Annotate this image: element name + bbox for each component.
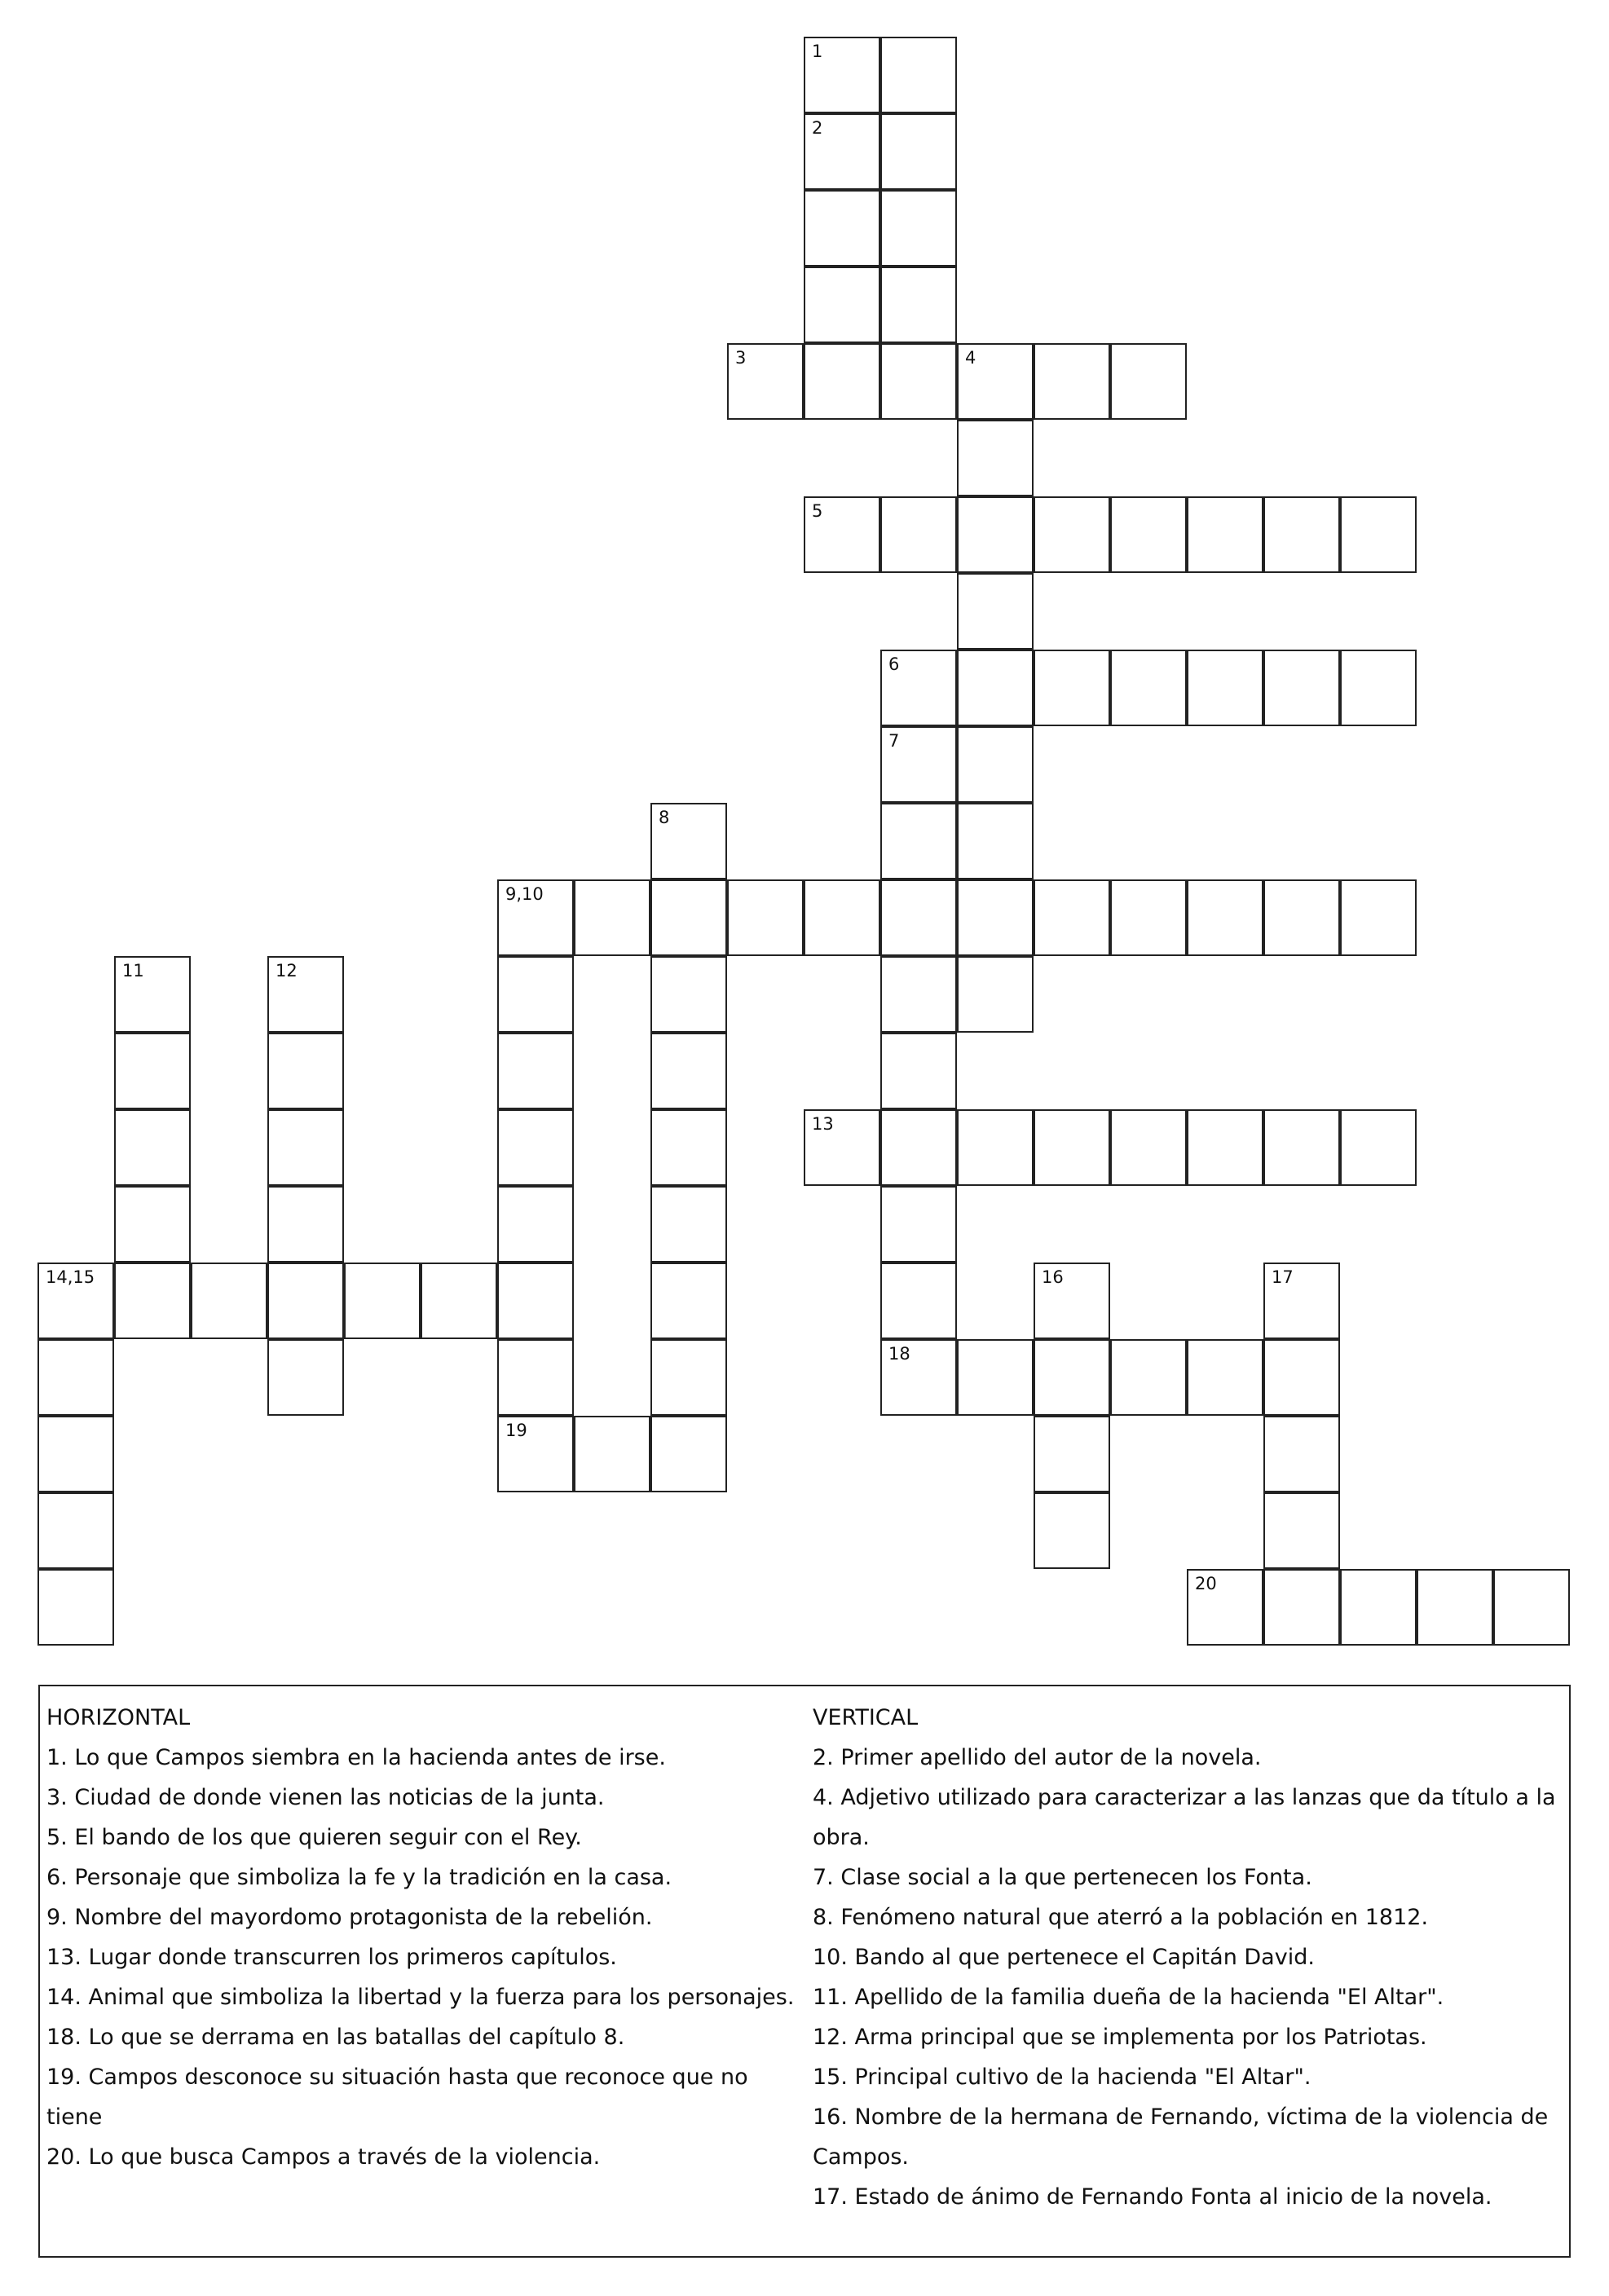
crossword-cell[interactable] [880,496,957,573]
crossword-cell[interactable] [1034,650,1110,726]
crossword-cell[interactable] [1034,1492,1110,1569]
crossword-cell[interactable] [574,1416,650,1492]
clue-v12: 12. Arma principal que se implementa por los Patriotas. [813,2025,1427,2050]
crossword-cell[interactable] [497,1109,574,1186]
crossword-cell[interactable] [267,1263,344,1339]
crossword-cell[interactable] [1263,879,1340,956]
clue-number: 20 [1195,1574,1217,1593]
crossword-cell[interactable] [1110,343,1187,420]
crossword-cell[interactable] [1493,1569,1570,1646]
crossword-cell[interactable] [267,1186,344,1263]
crossword-cell[interactable] [804,37,880,113]
crossword-cell[interactable] [1034,1263,1110,1339]
crossword-cell[interactable] [1187,1109,1263,1186]
crossword-cell[interactable] [957,1109,1034,1186]
crossword-cell[interactable] [957,573,1034,650]
crossword-cell[interactable] [880,343,957,420]
clue-v8: 8. Fenómeno natural que aterró a la población en 1812. [813,1905,1429,1930]
crossword-cell[interactable] [1263,1416,1340,1492]
clue-number: 16 [1042,1267,1064,1287]
clue-h3: 3. Ciudad de donde vienen las noticias de la junta. [46,1785,605,1810]
crossword-cell[interactable] [497,1339,574,1416]
crossword-cell[interactable] [1110,496,1187,573]
clue-number: 13 [812,1114,834,1134]
crossword-cell[interactable] [1263,1492,1340,1569]
crossword-cell[interactable] [1187,496,1263,573]
crossword-cell[interactable] [1263,496,1340,573]
crossword-cell[interactable] [1034,1339,1110,1416]
crossword-cell[interactable] [1110,1109,1187,1186]
clue-number: 19 [505,1421,527,1440]
crossword-cell[interactable] [37,1492,114,1569]
crossword-cell[interactable] [880,113,957,190]
crossword-cell[interactable] [650,1186,727,1263]
horizontal-clues [46,1698,796,2177]
crossword-cell[interactable] [1034,879,1110,956]
crossword-cell[interactable] [650,1416,727,1492]
clue-v16: 16. Nombre de la hermana de Fernando, víctima de la violencia de Campos. [813,2104,1549,2170]
vertical-clues [813,1698,1563,2217]
crossword-cell[interactable] [650,1339,727,1416]
crossword-cell[interactable] [650,879,727,956]
crossword-cell[interactable] [37,1339,114,1416]
crossword-cell[interactable] [727,343,804,420]
crossword-cell[interactable] [804,190,880,267]
crossword-cell[interactable] [957,803,1034,879]
crossword-cell[interactable] [1340,1569,1417,1646]
clue-number: 18 [888,1344,910,1364]
crossword-cell[interactable] [1340,496,1417,573]
crossword-cell[interactable] [574,879,650,956]
crossword-cell[interactable] [267,1033,344,1109]
crossword-cell[interactable] [497,956,574,1033]
clue-number: 1 [812,42,823,61]
crossword-cell[interactable] [650,1033,727,1109]
clue-number: 17 [1272,1267,1294,1287]
crossword-cell[interactable] [880,1186,957,1263]
crossword-cell[interactable] [114,1186,191,1263]
crossword-cell[interactable] [880,1263,957,1339]
crossword-cell[interactable] [344,1263,421,1339]
crossword-cell[interactable] [267,1339,344,1416]
crossword-cell[interactable] [1263,1263,1340,1339]
crossword-cell[interactable] [497,879,574,956]
crossword-cell[interactable] [497,1263,574,1339]
clue-h6: 6. Personaje que simboliza la fe y la tradición en la casa. [46,1865,672,1890]
clue-h1: 1. Lo que Campos siembra en la hacienda antes de irse. [46,1745,666,1770]
crossword-cell[interactable] [880,726,957,803]
crossword-cell[interactable] [114,1033,191,1109]
crossword-cell[interactable] [727,879,804,956]
crossword-cell[interactable] [1340,650,1417,726]
crossword-cell[interactable] [1034,1416,1110,1492]
crossword-cell[interactable] [1034,496,1110,573]
crossword-cell[interactable] [804,496,880,573]
crossword-cell[interactable] [37,1569,114,1646]
crossword-cell[interactable] [1340,879,1417,956]
crossword-cell[interactable] [1110,1339,1187,1416]
crossword-cell[interactable] [880,650,957,726]
crossword-cell[interactable] [880,879,957,956]
clue-h19: 19. Campos desconoce su situación hasta que reconoce que no tiene [46,2065,748,2130]
clue-h13: 13. Lugar donde transcurren los primeros capítulos. [46,1945,617,1970]
vertical-heading: VERTICAL [813,1705,919,1730]
crossword-cell[interactable] [114,1263,191,1339]
crossword-cell[interactable] [957,650,1034,726]
clue-number: 3 [735,348,747,368]
clue-h20: 20. Lo que busca Campos a través de la violencia. [46,2144,601,2170]
crossword-cell[interactable] [804,343,880,420]
crossword-cell[interactable] [421,1263,497,1339]
clue-number: 7 [888,731,900,751]
crossword-cell[interactable] [804,1109,880,1186]
crossword-cell[interactable] [880,956,957,1033]
clue-number: 4 [965,348,976,368]
clue-h14: 14. Animal que simboliza la libertad y la fuerza para los personajes. [46,1985,795,2010]
clues-box [38,1685,1571,2258]
crossword-cell[interactable] [1263,1109,1340,1186]
crossword-cell[interactable] [880,1109,957,1186]
crossword-cell[interactable] [497,1416,574,1492]
crossword-cell[interactable] [650,1263,727,1339]
crossword-cell[interactable] [1110,879,1187,956]
crossword-cell[interactable] [804,113,880,190]
crossword-cell[interactable] [1263,1339,1340,1416]
crossword-cell[interactable] [1187,650,1263,726]
crossword-cell[interactable] [1110,650,1187,726]
clue-v17: 17. Estado de ánimo de Fernando Fonta al inicio de la novela. [813,2184,1492,2210]
clue-number: 12 [276,961,298,981]
crossword-cell[interactable] [497,1186,574,1263]
crossword-cell[interactable] [114,1109,191,1186]
crossword-cell[interactable] [191,1263,267,1339]
crossword-cell[interactable] [880,37,957,113]
crossword-cell[interactable] [1034,343,1110,420]
crossword-cell[interactable] [267,956,344,1033]
clue-number: 14,15 [46,1267,95,1287]
crossword-cell[interactable] [957,420,1034,496]
crossword-cell[interactable] [957,726,1034,803]
clue-v10: 10. Bando al que pertenece el Capitán David. [813,1945,1315,1970]
crossword-cell[interactable] [1263,650,1340,726]
clue-v4: 4. Adjetivo utilizado para caracterizar a las lanzas que da título a la obra. [813,1785,1556,1850]
clue-number: 5 [812,501,823,521]
clue-h18: 18. Lo que se derrama en las batallas del capítulo 8. [46,2025,625,2050]
clue-v11: 11. Apellido de la familia dueña de la hacienda "El Altar". [813,1985,1444,2010]
clue-number: 9,10 [505,884,544,904]
crossword-cell[interactable] [880,190,957,267]
clue-v15: 15. Principal cultivo de la hacienda "El Altar". [813,2065,1311,2090]
clue-number: 11 [122,961,144,981]
crossword-cell[interactable] [957,496,1034,573]
crossword-cell[interactable] [650,956,727,1033]
crossword-cell[interactable] [650,1109,727,1186]
crossword-cell[interactable] [957,879,1034,956]
clue-number: 6 [888,654,900,674]
crossword-cell[interactable] [1417,1569,1493,1646]
crossword-cell[interactable] [880,1033,957,1109]
clue-number: 8 [659,808,670,827]
crossword-cell[interactable] [880,267,957,343]
crossword-cell[interactable] [804,879,880,956]
crossword-cell[interactable] [957,343,1034,420]
clue-v7: 7. Clase social a la que pertenecen los Fonta. [813,1865,1312,1890]
crossword-cell[interactable] [1263,1569,1340,1646]
crossword-cell[interactable] [957,956,1034,1033]
clue-v2: 2. Primer apellido del autor de la novela. [813,1745,1262,1770]
crossword-cell[interactable] [880,1339,957,1416]
crossword-cell[interactable] [957,1339,1034,1416]
clue-h9: 9. Nombre del mayordomo protagonista de la rebelión. [46,1905,653,1930]
clue-number: 2 [812,118,823,138]
crossword-cell[interactable] [880,803,957,879]
crossword-cell[interactable] [37,1263,114,1339]
crossword-cell[interactable] [1340,1109,1417,1186]
crossword-cell[interactable] [650,803,727,879]
crossword-cell[interactable] [1187,1339,1263,1416]
crossword-cell[interactable] [497,1033,574,1109]
crossword-cell[interactable] [114,956,191,1033]
clue-h5: 5. El bando de los que quieren seguir con el Rey. [46,1825,582,1850]
crossword-cell[interactable] [1034,1109,1110,1186]
crossword-cell[interactable] [1187,879,1263,956]
crossword-cell[interactable] [1187,1569,1263,1646]
crossword-cell[interactable] [37,1416,114,1492]
horizontal-heading: HORIZONTAL [46,1705,191,1730]
crossword-cell[interactable] [804,267,880,343]
crossword-cell[interactable] [267,1109,344,1186]
